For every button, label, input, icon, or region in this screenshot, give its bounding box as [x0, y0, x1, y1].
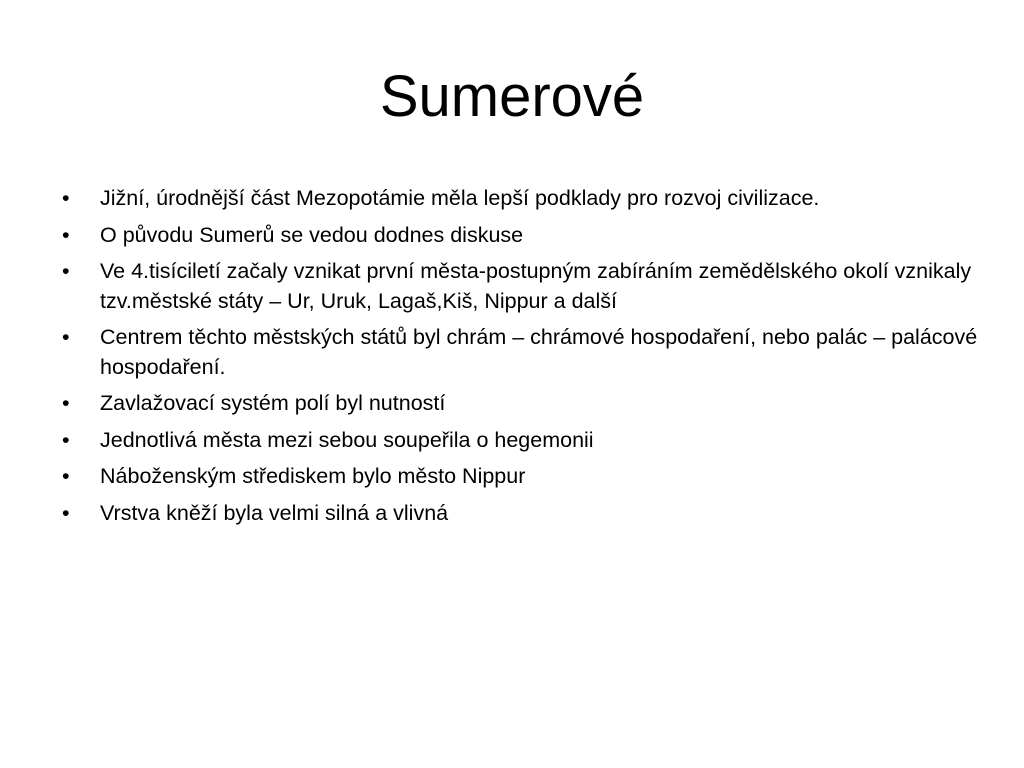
bullet-icon: •	[62, 391, 70, 415]
bullet-text: Ve 4.tisíciletí začaly vznikat první města-postupným zabíráním zemědělského okolí vznikaly tzv.městské státy – Ur, Uruk, Lagaš,Kiš, Nippur a další	[100, 259, 972, 313]
list-item	[62, 389, 982, 419]
bullet-icon: •	[62, 325, 70, 349]
bullet-text: Zavlažovací systém polí byl nutností	[100, 391, 446, 415]
bullet-text: Centrem těchto městských států byl chrám – chrámové hospodaření, nebo palác – palácové hospodaření.	[100, 325, 978, 379]
list-item	[62, 499, 982, 529]
bullet-icon: •	[62, 427, 70, 452]
list-item	[62, 221, 982, 251]
bullet-text: Jednotlivá města mezi sebou soupeřila o hegemonii	[100, 427, 594, 452]
bullet-text: Náboženským střediskem bylo město Nippur	[100, 464, 526, 488]
bullet-text: Jižní, úrodnější část Mezopotámie měla lepší podklady pro rozvoj civilizace.	[100, 186, 820, 210]
list-item	[62, 257, 982, 316]
bullet-icon: •	[62, 464, 70, 488]
bullet-icon: •	[62, 259, 70, 283]
list-item	[62, 426, 982, 456]
list-item	[62, 462, 982, 492]
bullet-icon: •	[62, 222, 70, 247]
bullet-icon: •	[62, 500, 70, 525]
bullet-icon: •	[62, 186, 70, 210]
list-item	[62, 323, 982, 382]
bullet-list	[62, 184, 982, 535]
bullet-text: O původu Sumerů se vedou dodnes diskuse	[100, 222, 524, 247]
slide-title: Sumerové	[379, 64, 645, 129]
list-item	[62, 184, 982, 214]
bullet-text: Vrstva kněží byla velmi silná a vlivná	[100, 500, 449, 525]
